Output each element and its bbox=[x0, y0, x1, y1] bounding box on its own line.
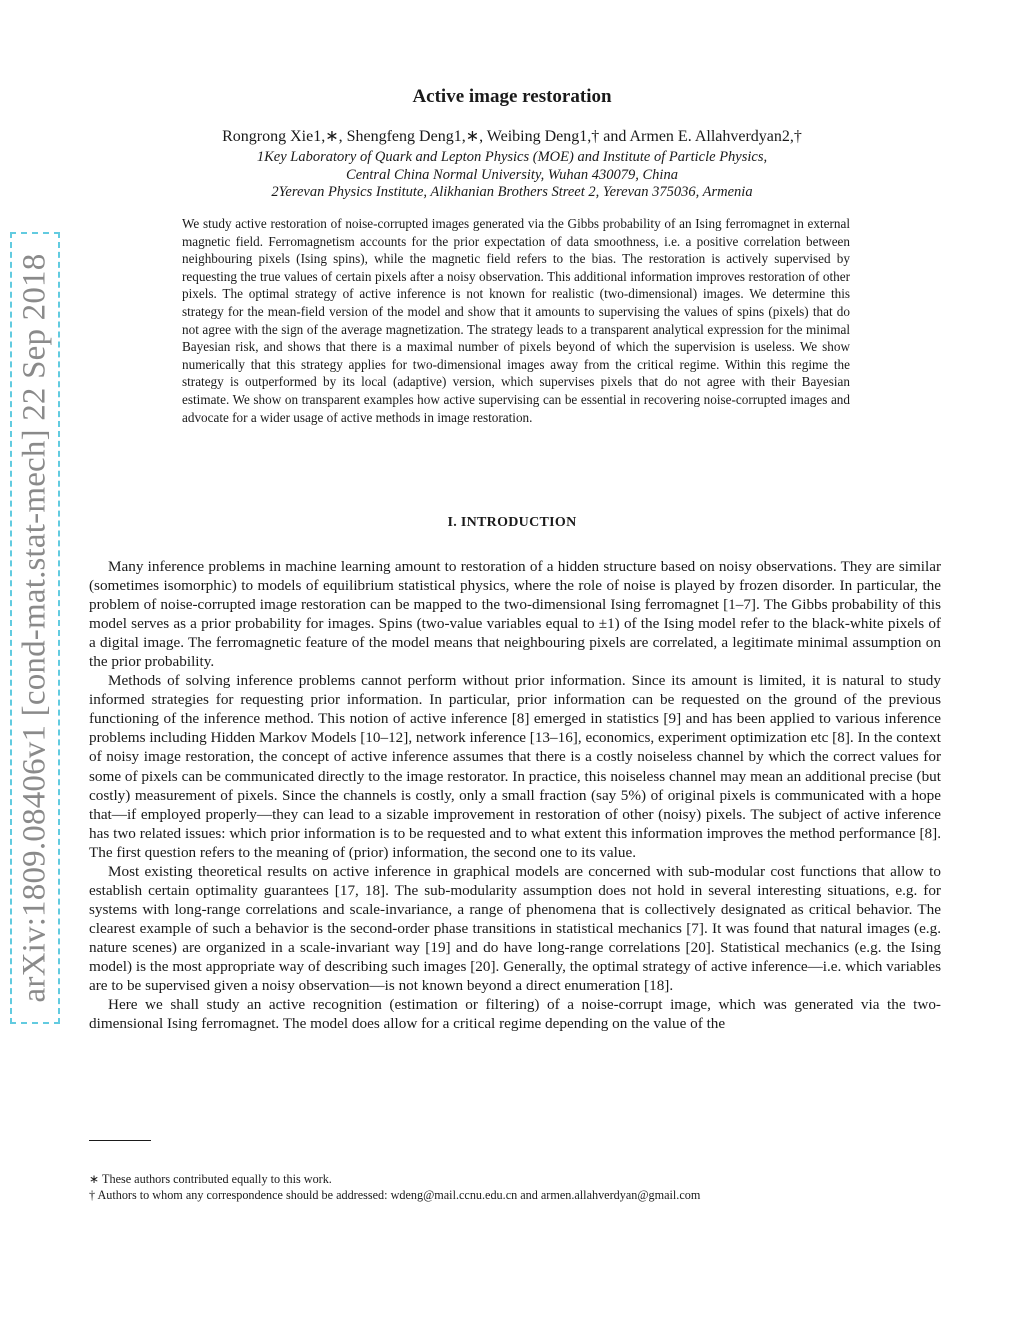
abstract: We study active restoration of noise-corrupted images generated via the Gibbs probability of an Ising ferromagnet in external magnetic field. Ferromagnetism accounts for the prior expectation of data smoothness, i.e. a positive correlation between neighbouring pixels (Ising spins), while the magnetic field refers to the bias. The restoration is actively supervised by requesting the true values of certain pixels after a noisy observation. This additional information improves restoration of other pixels. The optimal strategy of active inference is not known for realistic (two-dimensional) images. We determine this strategy for the mean-field version of the model and show that it amounts to supervising the values of spins (pixels) that do not agree with the sign of the average magnetization. The strategy leads to a transparent analytical expression for the minimal Bayesian risk, and shows that there is a maximal number of pixels beyond of which the supervision is useless. We show numerically that this strategy applies for two-dimensional images away from the critical regime. Within this regime the strategy is outperformed by its local (adaptive) version, which supervises pixels that do not agree with their Bayesian estimate. We show on transparent examples how active supervising can be essential in recovering noise-corrupted images and advocate for a wider usage of active methods in image restoration. bbox=[182, 216, 850, 425]
arxiv-stamp bbox=[10, 232, 60, 1024]
footnote-divider bbox=[89, 1140, 151, 1141]
paragraph: Most existing theoretical results on active inference in graphical models are concerned with sub-modular cost functions that allow to establish certain optimality guarantees [17, 18]. The sub-modularity assumption does not hold in several interesting situations, e.g. for systems with long-range correlations and scale-invariance, a range of phenomena that is collectively designated as critical behavior. The clearest example of such a behavior is the second-order phase transitions in statistical mechanics [7]. It was found that natural images (e.g. nature scenes) are organized in a scale-invariant way [19] and do have long-range correlations [20]. Statistical mechanics (e.g. the Ising model) is the most appropriate way of describing such images [20]. Generally, the optimal strategy of active inference—i.e. which variables are to be supervised given a noisy observation—is not known beyond a direct enumeration [18]. bbox=[89, 862, 941, 995]
footnote-correspondence: † Authors to whom any correspondence should be addressed: wdeng@mail.ccnu.edu.cn and armen.allahverdyan@gmail.com bbox=[89, 1188, 701, 1202]
affiliation-2: 2Yerevan Physics Institute, Alikhanian Brothers Street 2, Yerevan 375036, Armenia bbox=[271, 184, 753, 200]
footnote-equal-contribution: ∗ These authors contributed equally to this work. bbox=[89, 1172, 332, 1186]
affiliation-1-line-2: Central China Normal University, Wuhan 430079, China bbox=[346, 167, 678, 183]
introduction-body bbox=[89, 557, 941, 1033]
arxiv-identifier: arXiv:1809.08406v1 [cond-mat.stat-mech] 22 Sep 2018 bbox=[16, 253, 53, 1003]
paragraph: Here we shall study an active recognition (estimation or filtering) of a noise-corrupt image, which was generated via the two-dimensional Ising ferromagnet. The model does allow for a critical regime depending on the value of the bbox=[89, 996, 941, 1033]
paragraph: Methods of solving inference problems cannot perform without prior information. Since its amount is limited, it is natural to study informed strategies for requesting prior information. In particular, prior information can be requested on the ground of the previous functioning of the inference method. This notion of active inference [8] emerged in statistics [9] and has been applied to various inference problems including Hidden Markov Models [10–12], network inference [13–16], economics, experiment optimization etc [8]. In the context of noisy image restoration, the concept of active inference assumes that there is a costly noiseless channel by which the correct values for some of pixels can be communicated directly to the image restorator. In practice, this noiseless channel may mean an additional precise (but costly) measurement of pixels. Since the channels is costly, only a small fraction (say 5%) of original pixels is communicated with a hope that—if employed properly—they can lead to a sizable improvement in restoration of other (noisy) pixels. The subject of active inference has two related issues: which prior information is to be requested and to what extent this information improves the method performance [8]. The first question refers to the meaning of (prior) information, the second one to its value. bbox=[89, 672, 941, 861]
paper-title: Active image restoration bbox=[412, 86, 612, 107]
section-heading-introduction: I. INTRODUCTION bbox=[447, 515, 577, 530]
author-list: Rongrong Xie1,∗, Shengfeng Deng1,∗, Weibing Deng1,† and Armen E. Allahverdyan2,† bbox=[222, 128, 802, 145]
paragraph: Many inference problems in machine learning amount to restoration of a hidden structure based on noisy observations. They are similar (sometimes isomorphic) to models of equilibrium statistical physics, where the role of noise is played by frozen disorder. In particular, the problem of noise-corrupted image restoration can be mapped to the two-dimensional Ising ferromagnet [1–7]. The Gibbs probability of this model serves as a prior probability for images. Spins (two-value variables equal to ±1) of the Ising model refer to the black-white pixels of a digital image. The ferromagnetic feature of the model means that neighbouring pixels are correlated, a legitimate minimal assumption on the prior probability. bbox=[89, 558, 941, 671]
affiliation-1-line-1: 1Key Laboratory of Quark and Lepton Physics (MOE) and Institute of Particle Physics, bbox=[256, 149, 768, 165]
